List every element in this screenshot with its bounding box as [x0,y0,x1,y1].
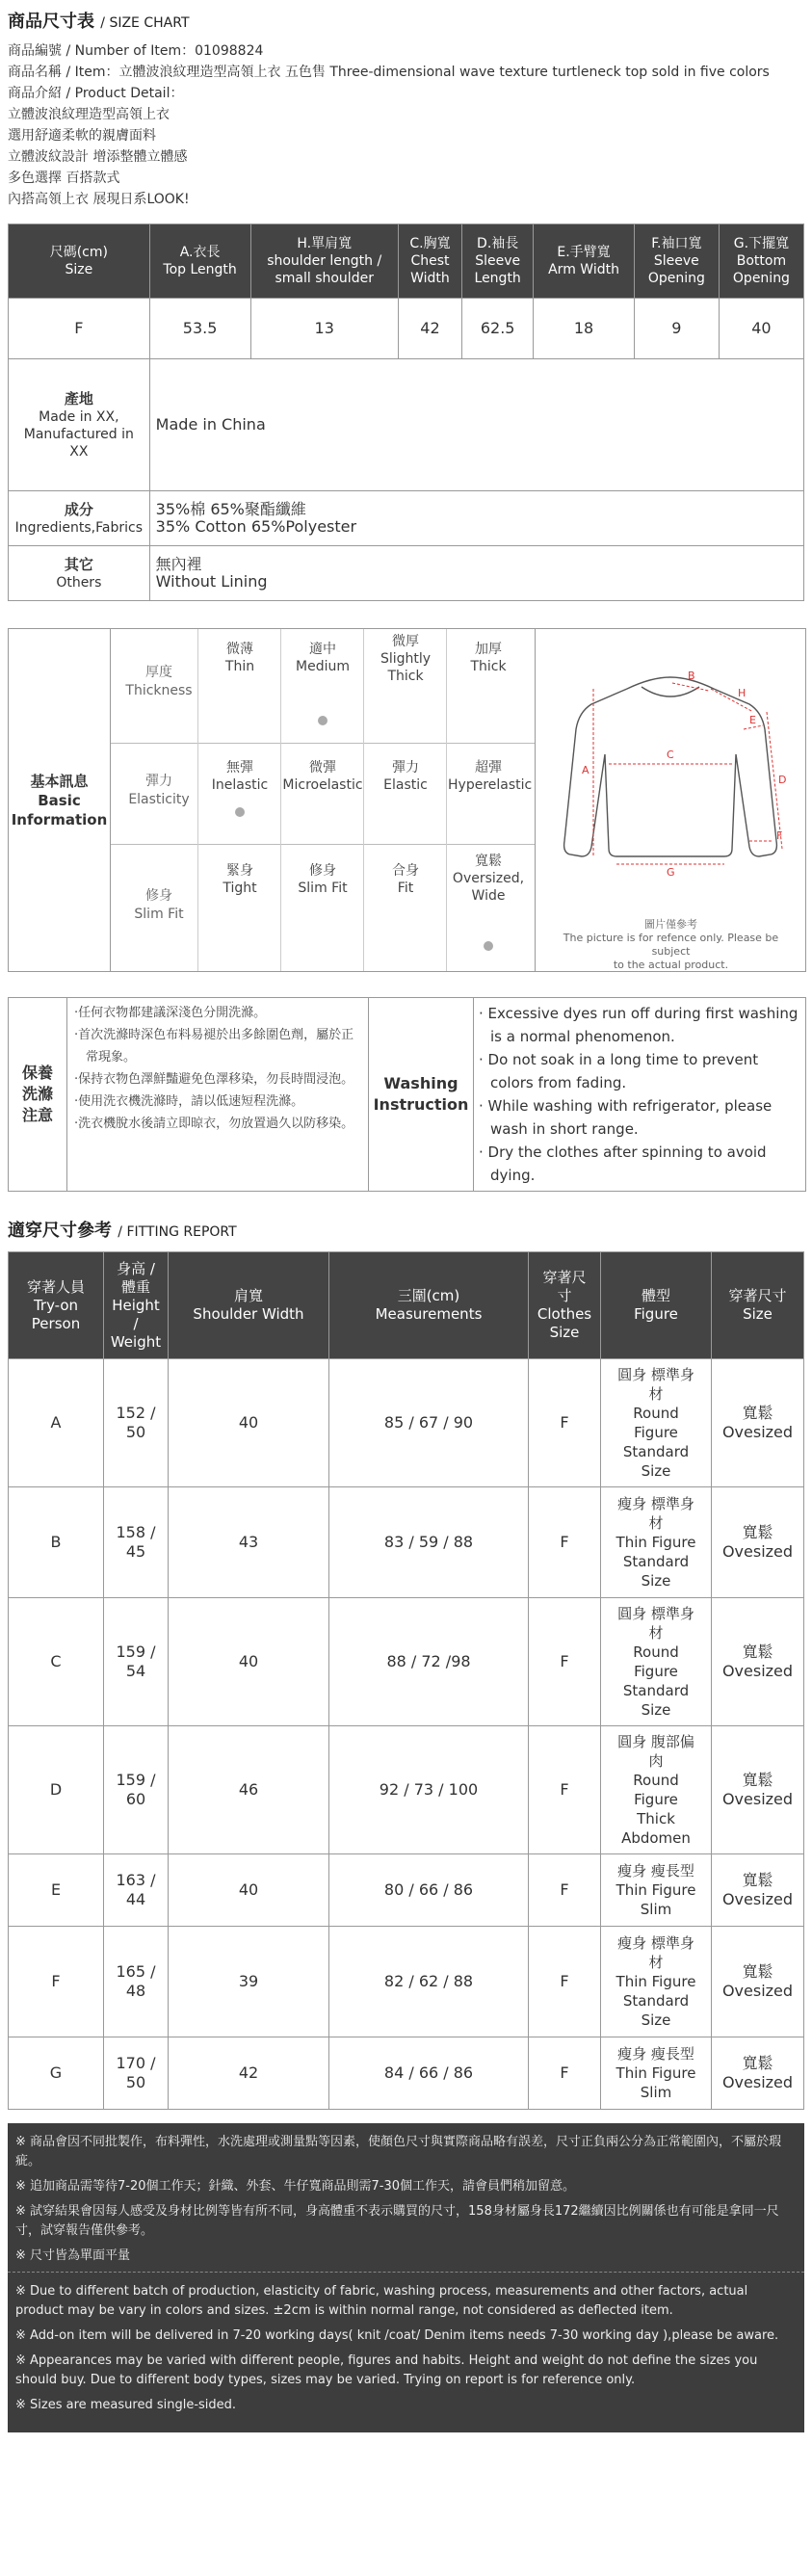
height-weight: 158 / 45 [104,1487,169,1598]
svg-text:E: E [749,714,756,726]
detail-line: 立體波浪紋理造型高領上衣 [8,107,170,122]
chest-value: 42 [398,299,461,359]
detail-line: 多色選擇 百搭款式 [8,171,120,186]
sweater-outline-icon [536,629,806,908]
top-length-value: 53.5 [149,299,250,359]
diagram-caption: 圖片僅參考 The picture is for refence only. Please be subject to the actual product. [563,918,779,971]
measurements: 80 / 66 / 86 [329,1854,529,1927]
header-sleeve-length: D.袖長 Sleeve Length [462,224,534,299]
header-bottom-opening: G.下擺寬 Bottom Opening [719,224,803,299]
shoulder-width: 46 [169,1726,329,1854]
height-weight: 159 / 54 [104,1598,169,1726]
washing-en-item: · Do not soak in a long time to prevent colors from fading. [479,1051,759,1091]
oversized-option: 寬鬆 Oversized, Wide [452,854,525,904]
try-on-person: A [9,1359,104,1487]
notes-divider [8,2272,804,2273]
detail-line: 立體波紋設計 增添整體立體感 [8,149,188,165]
measurements: 88 / 72 /98 [329,1598,529,1726]
washing-en-item: · While washing with refrigerator, please wash in short range. [479,1097,773,1138]
thin-option: 微薄 Thin [224,642,255,674]
fitting-row [9,1598,804,1726]
product-info [8,40,804,210]
origin-label: 產地 Made in XX, Manufactured in XX [9,359,150,491]
origin-row [9,359,804,491]
header-figure: 體型 Figure [601,1252,712,1359]
fit-row [111,845,535,971]
figure: 瘦身 標準身 材 Thin Figure Standard Size [601,1927,712,2037]
item-number: 商品編號 / Number of Item：01098824 [8,43,264,59]
detail-line: 選用舒適柔軟的親膚面料 [8,128,156,144]
svg-text:C: C [667,749,674,761]
washing-zh-item: ·保持衣物色澤鮮豔避免色澤移染，勿長時間浸泡。 [74,1072,354,1087]
shoulder-width: 40 [169,1359,329,1487]
others-row [9,546,804,601]
height-weight: 152 / 50 [104,1359,169,1487]
clothes-size: F [529,1359,601,1487]
shoulder-width: 43 [169,1487,329,1598]
fit-size: 寬鬆 Ovesized [712,1726,804,1854]
washing-en-item: · Excessive dyes run off during first washing is a normal phenomenon. [479,1005,799,1045]
fitting-row [9,1487,804,1598]
washing-zh-item: ·洗衣機脫水後請立即晾衣，勿放置過久以防移染。 [74,1117,354,1131]
try-on-person: G [9,2037,104,2110]
fitting-row [9,1927,804,2037]
fitting-table [8,1251,804,2110]
header-top-length: A.衣長 Top Length [149,224,250,299]
thickness-label: 厚度 Thickness [125,665,193,698]
note-zh: ※ 尺寸皆為單面平量 [15,2248,131,2263]
slightly-thick-option: 微厚 Slightly Thick [380,634,432,684]
svg-text:A: A [582,764,589,776]
note-zh: ※ 追加商品需等待7-20個工作天；針織、外套、牛仔寬商品則需7-30個工作天，請會員們稍加留意。 [15,2179,576,2194]
washing-zh-item: ·首次洗滌時深色布料易褪於出多餘圍色劑，屬於正常現象。 [74,1028,354,1065]
washing-en-item: · Dry the clothes after spinning to avoid dying. [479,1143,767,1184]
clothes-size: F [529,1927,601,2037]
measurements: 92 / 73 / 100 [329,1726,529,1854]
figure: 瘦身 瘦長型 Thin Figure Slim [601,1854,712,1927]
figure: 圓身 標準身 材 Round Figure Standard Size [601,1598,712,1726]
thickness-row [111,629,535,744]
header-size: 尺碼(cm) Size [9,224,150,299]
fit-size: 寬鬆 Ovesized [712,1487,804,1598]
sleeve-length-value: 62.5 [462,299,534,359]
basic-info-grid [111,629,535,971]
try-on-person: C [9,1598,104,1726]
basic-info-label: 基本訊息 Basic Information [9,629,111,971]
try-on-person: E [9,1854,104,1927]
header-sleeve-opening: F.袖口寬 Sleeve Opening [634,224,719,299]
origin-value: Made in China [149,359,803,491]
size-table [8,223,804,601]
ingredients-label: 成分 Ingredients,Fabrics [9,491,150,546]
fitting-row [9,1726,804,1854]
size-table-header [9,224,804,299]
microelastic-option: 微彈 Microelastic [282,760,363,793]
shoulder-value: 13 [250,299,398,359]
item-name: 商品名稱 / Item：立體波浪紋理造型高領上衣 五色售 Three-dimensional wave texture turtleneck top sold in five colors [8,65,770,80]
size-row [9,299,804,359]
elasticity-selected-dot [235,807,245,817]
measurements: 82 / 62 / 88 [329,1927,529,2037]
svg-text:G: G [667,866,675,879]
ingredients-row [9,491,804,546]
svg-text:F: F [776,829,783,842]
tight-option: 緊身 Tight [223,863,257,896]
washing-en-list [479,1002,801,1187]
height-weight: 165 / 48 [104,1927,169,2037]
others-value: 無內裡 Without Lining [149,546,803,601]
shoulder-width: 40 [169,1854,329,1927]
header-shoulder: H.單肩寬 shoulder length / small shoulder [250,224,398,299]
svg-text:B: B [688,670,695,682]
try-on-person: D [9,1726,104,1854]
shoulder-width: 40 [169,1598,329,1726]
thick-option: 加厚 Thick [470,642,507,674]
hyperelastic-option: 超彈 Hyperelastic [448,760,533,793]
figure: 瘦身 標準身 材 Thin Figure Standard Size [601,1487,712,1598]
try-on-person: F [9,1927,104,2037]
fit-size: 寬鬆 Ovesized [712,2037,804,2110]
notes-section [8,2123,804,2432]
fitting-header [9,1252,804,1359]
header-measurements: 三圍(cm) Measurements [329,1252,529,1359]
slim-fit-option: 修身 Slim Fit [298,863,348,896]
ingredients-value: 35%棉 65%聚酯纖維 35% Cotton 65%Polyester [149,491,803,546]
measurement-diagram [535,629,806,971]
header-clothes-size: 穿著尺 寸 Clothes Size [529,1252,601,1359]
header-chest: C.胸寬 Chest Width [398,224,461,299]
elastic-option: 彈力 Elastic [383,760,428,793]
header-person: 穿著人員 Try-on Person [9,1252,104,1359]
clothes-size: F [529,1854,601,1927]
clothes-size: F [529,1598,601,1726]
fit-size: 寬鬆 Ovesized [712,1359,804,1487]
fitting-report-title: 適穿尺寸參考 / FITTING REPORT [8,1221,237,1241]
washing-zh-item: ·任何衣物都建議深淺色分開洗滌。 [74,1006,267,1020]
sleeve-opening-value: 9 [634,299,719,359]
measurements: 85 / 67 / 90 [329,1359,529,1487]
washing-zh-item: ·使用洗衣機洗滌時，請以低速短程洗滌。 [74,1094,304,1109]
washing-instruction-title: Washing Instruction [368,998,474,1191]
note-en: ※ Appearances may be varied with different people, figures and habits. Height and weight do not define the sizes you should buy. Due to different body types, sizes may be varied. Trying on report is for reference only. [15,2353,758,2387]
page-title: 商品尺寸表 / SIZE CHART [8,12,190,32]
detail-line: 內搭高領上衣 展現日系LOOK! [8,192,190,207]
height-weight: 170 / 50 [104,2037,169,2110]
note-zh: ※ 試穿結果會因每人感受及身材比例等皆有所不同，身高體重不表示購買的尺寸，158身材屬身長172繼續因比例關係也有可能是拿同一尺寸，試穿報告僅供參考。 [15,2204,779,2238]
fitting-row [9,1359,804,1487]
height-weight: 159 / 60 [104,1726,169,1854]
fit-option: 合身 Fit [392,863,419,896]
fit-size: 寬鬆 Ovesized [712,1927,804,2037]
size-chart-page [8,8,804,2432]
height-weight: 163 / 44 [104,1854,169,1927]
note-en: ※ Sizes are measured single-sided. [15,2398,237,2412]
washing-section [8,997,806,1192]
note-en: ※ Due to different batch of production, elasticity of fabric, washing process, measurements and other factors, actual product may be vary in colors and sizes. ±2cm is within normal range, not considered as deflected item. [15,2284,748,2318]
others-label: 其它 Others [9,546,150,601]
shoulder-width: 42 [169,2037,329,2110]
size-value: F [9,299,150,359]
header-shoulder-width: 肩寬 Shoulder Width [169,1252,329,1359]
elasticity-label: 彈力 Elasticity [128,774,190,807]
washing-zh-list [74,1002,363,1135]
fitting-row [9,2037,804,2110]
arm-width-value: 18 [534,299,635,359]
fitting-row [9,1854,804,1927]
try-on-person: B [9,1487,104,1598]
fitting-rows [9,1359,804,2110]
fit-selected-dot [484,941,493,951]
clothes-size: F [529,1487,601,1598]
figure: 圓身 腹部偏 肉 Round Figure Thick Abdomen [601,1726,712,1854]
medium-option: 適中 Medium [296,642,350,674]
elasticity-row [111,744,535,845]
thickness-selected-dot [318,716,327,725]
measurements: 83 / 59 / 88 [329,1487,529,1598]
clothes-size: F [529,2037,601,2110]
header-arm-width: E.手臂寬 Arm Width [534,224,635,299]
fit-size: 寬鬆 Ovesized [712,1598,804,1726]
svg-text:H: H [738,687,747,699]
fit-label: 修身 Slim Fit [134,888,184,922]
figure: 瘦身 瘦長型 Thin Figure Slim [601,2037,712,2110]
note-zh: ※ 商品會因不同批製作，布料彈性，水洗處理或測量點等因素，使顏色尺寸與實際商品略有誤差，尺寸正負兩公分為正常範圍內，不屬於瑕疵。 [15,2135,782,2169]
measurements: 84 / 66 / 86 [329,2037,529,2110]
clothes-size: F [529,1726,601,1854]
note-en: ※ Add-on item will be delivered in 7-20 working days( knit /coat/ Denim items needs 7-30 working day ),please be aware. [15,2328,779,2343]
header-height-weight: 身高 / 體重 Height / Weight [104,1252,169,1359]
inelastic-option: 無彈 Inelastic [211,760,269,793]
figure: 圓身 標準身 材 Round Figure Standard Size [601,1359,712,1487]
basic-info [8,628,806,972]
fit-size: 寬鬆 Ovesized [712,1854,804,1927]
header-size: 穿著尺寸 Size [712,1252,804,1359]
bottom-opening-value: 40 [719,299,803,359]
shoulder-width: 39 [169,1927,329,2037]
product-detail-label: 商品介紹 / Product Detail： [8,86,184,101]
washing-label-zh: 保養 洗滌 注意 [9,998,67,1191]
svg-text:D: D [778,774,787,786]
